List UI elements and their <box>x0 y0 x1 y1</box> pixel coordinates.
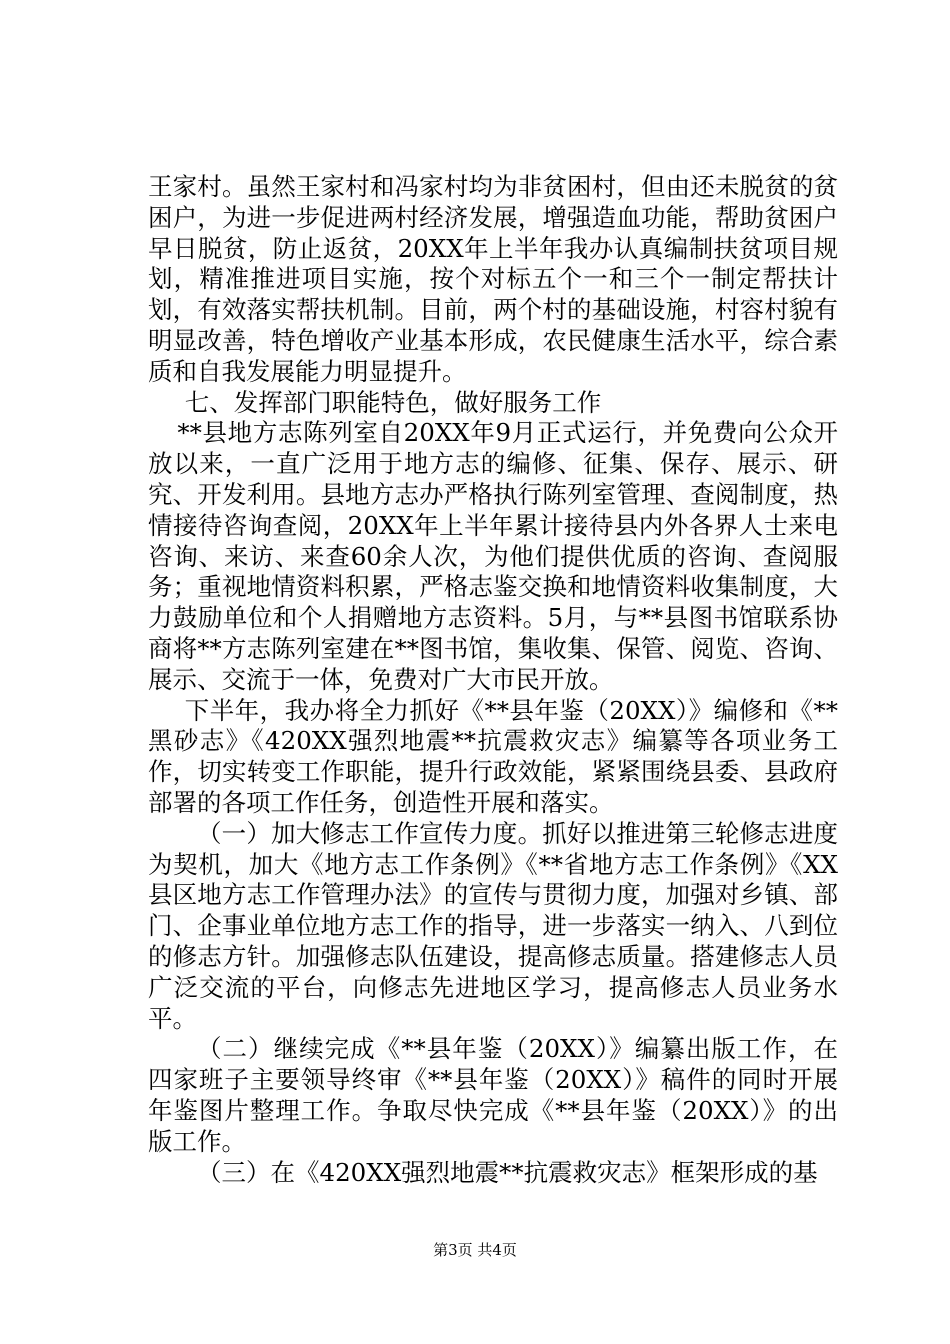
page-footer <box>0 1240 950 1260</box>
paragraph-item-2: （二）继续完成《**县年鉴（20XX）》编纂出版工作，在四家班子主要领导终审《**县年鉴（20XX）》稿件的同时开展年鉴图片整理工作。争取尽快完成《**县年鉴（20XX）》的出版工作。 <box>148 1034 838 1156</box>
paragraph-continuation: 王家村。虽然王家村和冯家村均为非贫困村，但由还未脱贫的贫困户，为进一步促进两村经济发展，增强造血功能，帮助贫困户早日脱贫，防止返贫，20XX年上半年我办认真编制扶贫项目规划，精准推进项目实施，按个对标五个一和三个一制定帮扶计划，有效落实帮扶机制。目前，两个村的基础设施，村容村貌有明显改善，特色增收产业基本形成，农民健康生活水平，综合素质和自我发展能力明显提升。 <box>148 172 838 386</box>
document-body <box>148 172 838 1188</box>
paragraph-item-1: （一）加大修志工作宣传力度。抓好以推进第三轮修志进度为契机，加大《地方志工作条例》《**省地方志工作条例》《XX县区地方志工作管理办法》的宣传与贯彻力度，加强对乡镇、部门、企事业单位地方志工作的指导，进一步落实一纳入、八到位的修志方针。加强修志队伍建设，提高修志质量。搭建修志人员广泛交流的平台，向修志先进地区学习，提高修志人员业务水平。 <box>148 818 838 1033</box>
paragraph-exhibition-room: **县地方志陈列室自20XX年9月正式运行，并免费向公众开放以来，一直广泛用于地方志的编修、征集、保存、展示、研究、开发利用。县地方志办严格执行陈列室管理、查阅制度，热情接待咨询查阅，20XX年上半年累计接待县内外各界人士来电咨询、来访、来查60余人次，为他们提供优质的咨询、查阅服务；重视地情资料积累，严格志鉴交换和地情资料收集制度，大力鼓励单位和个人捐赠地方志资料。5月，与**县图书馆联系协商将**方志陈列室建在**图书馆，集收集、保管、阅览、咨询、展示、交流于一体，免费对广大市民开放。 <box>148 418 838 694</box>
section-heading: 七、发挥部门职能特色，做好服务工作 <box>184 387 602 417</box>
paragraph-second-half-plan: 下半年，我办将全力抓好《**县年鉴（20XX）》编修和《**黑砂志》《420XX强烈地震**抗震救灾志》编纂等各项业务工作，切实转变工作职能，提升行政效能，紧紧围绕县委、县政府部署的各项工作任务，创造性开展和落实。 <box>148 695 838 817</box>
paragraph-item-3: （三）在《420XX强烈地震**抗震救灾志》框架形成的基 <box>197 1157 818 1187</box>
page-number: 第3页 共4页 <box>433 1241 517 1259</box>
